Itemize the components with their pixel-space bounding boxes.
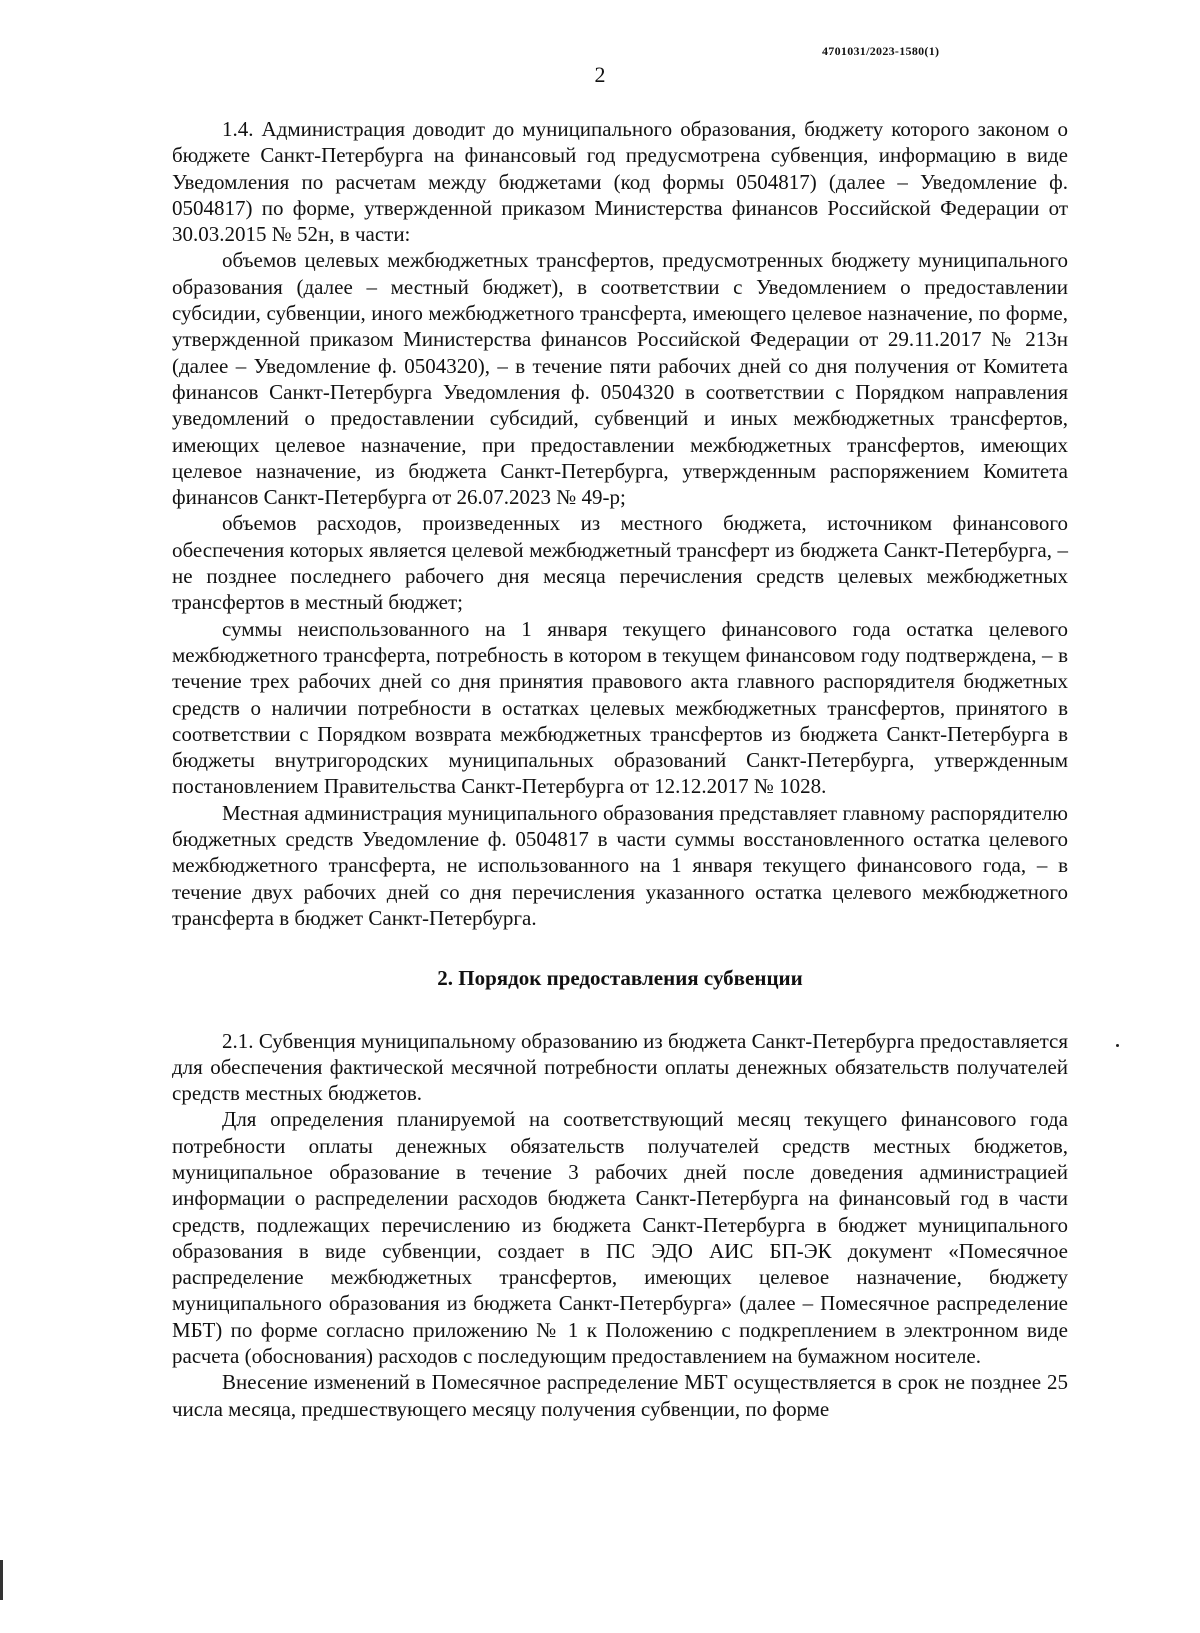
paragraph-local-administration: Местная администрация муниципального образования представляет главному распорядителю бюджетных средств Уведомление ф. 0504817 в части суммы восстановленного остатка целевого межбюджетного трансферта, не использованного на 1 января текущего финансового года, – в течение двух рабочих дней со дня перечисления указанного остатка целевого межбюджетного трансферта в бюджет Санкт-Петербурга. (172, 800, 1068, 930)
paragraph-transfer-volumes: объемов целевых межбюджетных трансфертов, предусмотренных бюджету муниципального образования (далее – местный бюджет), в соответствии с Уведомлением о предоставлении субсидии, субвенции, иного межбюджетного трансферта, имеющего целевое назначение, по форме, утвержденной приказом Министерства финансов Российской Федерации от 29.11.2017 № 213н (далее – Уведомление ф. 0504320), – в течение пяти рабочих дней со дня получения от Комитета финансов Санкт-Петербурга Уведомления ф. 0504320 в соответствии с Порядком направления уведомлений о предоставлении субсидий, субвенций и иных межбюджетных трансфертов, имеющих целевое назначение, при предоставлении межбюджетных трансфертов, имеющих целевое назначение, из бюджета Санкт-Петербурга, утвержденным распоряжением Комитета финансов Санкт-Петербурга от 26.07.2023 № 49-р; (172, 248, 1068, 510)
paragraph-unused-balance: суммы неиспользованного на 1 января текущего финансового года остатка целевого межбюджетного трансферта, потребность в котором в текущем финансовом году подтверждена, – в течение трех рабочих дней со дня принятия правового акта главного распорядителя бюджетных средств о наличии потребности в остатках целевых межбюджетных трансфертов, принятого в соответствии с Порядком возврата межбюджетных трансфертов из бюджета Санкт-Петербурга в бюджеты внутригородских муниципальных образований Санкт-Петербурга, утвержденным постановлением Правительства Санкт-Петербурга от 12.12.2017 № 1028. (172, 616, 1068, 799)
scan-edge-mark (0, 1560, 3, 1600)
section-heading: 2. Порядок предоставления субвенции (437, 966, 803, 991)
paragraph-1-4: 1.4. Администрация доводит до муниципального образования, бюджету которого законом о бюджете Санкт-Петербурга на финансовый год предусмотрена субвенция, информацию в виде Уведомления по расчетам между бюджетами (код формы 0504817) (далее – Уведомление ф. 0504817) по форме, утвержденной приказом Министерства финансов Российской Федерации от 30.03.2015 № 52н, в части: (172, 117, 1068, 247)
page-number: 2 (594, 62, 606, 87)
scan-speck (1116, 1044, 1119, 1047)
paragraph-expense-volumes: объемов расходов, произведенных из местного бюджета, источником финансового обеспечения которых является целевой межбюджетный трансферт из бюджета Санкт-Петербурга, – не позднее последнего рабочего дня месяца перечисления средств целевых межбюджетных трансфертов в местный бюджет; (172, 511, 1068, 615)
paragraph-monthly-need: Для определения планируемой на соответствующий месяц текущего финансового года потребности оплаты денежных обязательств получателей средств местных бюджетов, муниципальное образование в течение 3 рабочих дней после доведения администрацией информации о распределении расходов бюджета Санкт-Петербурга на финансовый год в части средств, подлежащих перечислению из бюджета Санкт-Петербурга в бюджет муниципального образования в виде субвенции, создает в ПС ЭДО АИС БП-ЭК документ «Помесячное распределение межбюджетных трансфертов, имеющих целевое назначение, бюджету муниципального образования из бюджета Санкт-Петербурга» (далее – Помесячное распределение МБТ) по форме согласно приложению № 1 к Положению с подкреплением в электронном виде расчета (обоснования) расходов с последующим предоставлением на бумажном носителе. (172, 1107, 1068, 1369)
paragraph-2-1: 2.1. Субвенция муниципальному образованию из бюджета Санкт-Петербурга предоставляется для обеспечения фактической месячной потребности оплаты денежных обязательств получателей средств местных бюджетов. (172, 1028, 1068, 1106)
document-registration-number: 4701031/2023-1580(1) (822, 44, 940, 58)
paragraph-changes: Внесение изменений в Помесячное распределение МБТ осуществляется в срок не позднее 25 числа месяца, предшествующего месяцу получения субвенции, по форме (172, 1370, 1068, 1421)
document-body (172, 116, 1068, 1422)
